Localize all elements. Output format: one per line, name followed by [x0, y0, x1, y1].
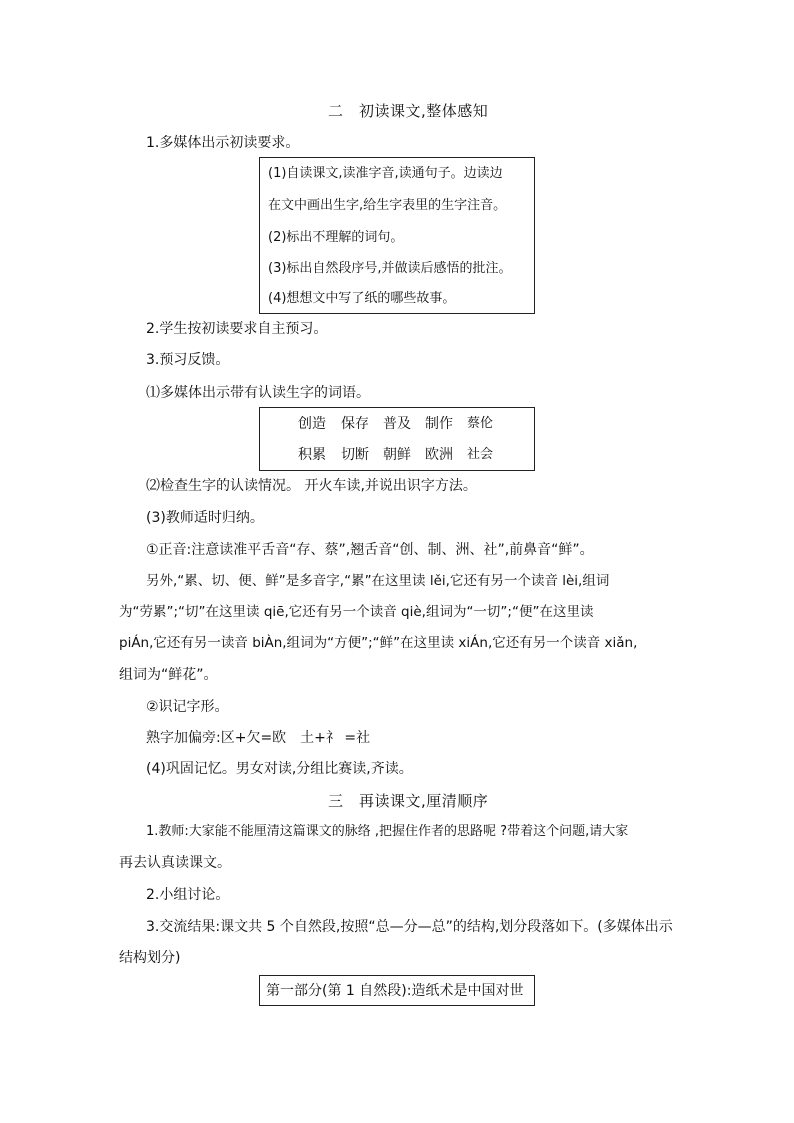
- requirement-line: 在文中画出生字,给生字表里的生字注音。: [268, 198, 507, 213]
- vocab-word: 制作: [425, 416, 453, 432]
- vocab-word: 朝鲜: [383, 447, 411, 463]
- section2-step3-1: ⑴多媒体出示带有认读生字的词语。: [146, 385, 370, 401]
- polyphonic-paragraph-line: 为“劳累”;“切”在这里读 qiē,它还有另一个读音 qiè,组词为“一切”;“便”在这里读: [119, 604, 594, 620]
- section2-title: 二 初读课文,整体感知: [328, 102, 489, 120]
- vocab-word: 保存: [341, 416, 369, 432]
- pronunciation-note: ①正音:注意读准平舌音“存、蔡”,翘舌音“创、制、洲、社”,前鼻音“鲜”。: [146, 542, 594, 558]
- vocab-word: 创造: [298, 416, 326, 432]
- section3-step2: 2.小组讨论。: [146, 887, 230, 903]
- section2-step1: 1.多媒体出示初读要求。: [146, 135, 300, 151]
- section3-step3: 结构划分): [119, 950, 181, 966]
- requirement-line: (2)标出不理解的词句。: [268, 230, 404, 245]
- section2-step3: 3.预习反馈。: [146, 352, 230, 368]
- section3-step1: 再去认真读课文。: [119, 855, 231, 871]
- structure-box: [259, 975, 535, 1006]
- section3-step3: 3.交流结果:课文共 5 个自然段,按照“总—分—总”的结构,划分段落如下。(多媒体出示: [146, 919, 673, 935]
- vocabulary-box: [259, 407, 535, 471]
- section2-step3-2: ⑵检查生字的认读情况。 开火车读,并说出识字方法。: [146, 478, 477, 494]
- vocab-word: 欧洲: [425, 447, 453, 463]
- reading-requirements-box: [259, 157, 535, 314]
- section2-step3-4: (4)巩固记忆。男女对读,分组比赛读,齐读。: [146, 761, 413, 777]
- section3-title: 三 再读课文,厘清顺序: [328, 792, 489, 810]
- requirement-line: (3)标出自然段序号,并做读后感悟的批注。: [268, 261, 512, 276]
- vocab-word: 积累: [298, 447, 326, 463]
- vocab-word: 切断: [341, 447, 369, 463]
- vocab-word: 蔡伦: [467, 416, 494, 431]
- section3-step1: 1.教师:大家能不能厘清这篇课文的脉络 ,把握住作者的思路呢 ?带着这个问题,请大家: [146, 824, 629, 839]
- requirement-line: (4)想想文中写了纸的哪些故事。: [268, 291, 456, 306]
- polyphonic-paragraph-line: 另外,“累、切、便、鲜”是多音字,“累”在这里读 lěi,它还有另一个读音 lèi,组词: [146, 573, 610, 589]
- polyphonic-paragraph-line: 组词为“鲜花”。: [119, 667, 218, 683]
- polyphonic-paragraph-line: piÁn,它还有另一读音 biÀn,组词为“方便”;“鲜”在这里读 xiÁn,它还有另一个读音 xiǎn,: [119, 635, 638, 651]
- character-shape-note: ②识记字形。: [146, 699, 229, 715]
- vocab-word: 普及: [383, 416, 411, 432]
- section2-step3-3: (3)教师适时归纳。: [146, 510, 264, 526]
- structure-part-text: 第一部分(第 1 自然段):造纸术是中国对世: [266, 983, 524, 999]
- section2-step2: 2.学生按初读要求自主预习。: [146, 321, 328, 337]
- radical-example: 熟字加偏旁:区+欠=欧 土+礻 =社: [146, 730, 371, 746]
- requirement-line: (1)自读课文,读准字音,读通句子。边读边: [268, 166, 503, 181]
- vocab-word: 社会: [467, 447, 494, 462]
